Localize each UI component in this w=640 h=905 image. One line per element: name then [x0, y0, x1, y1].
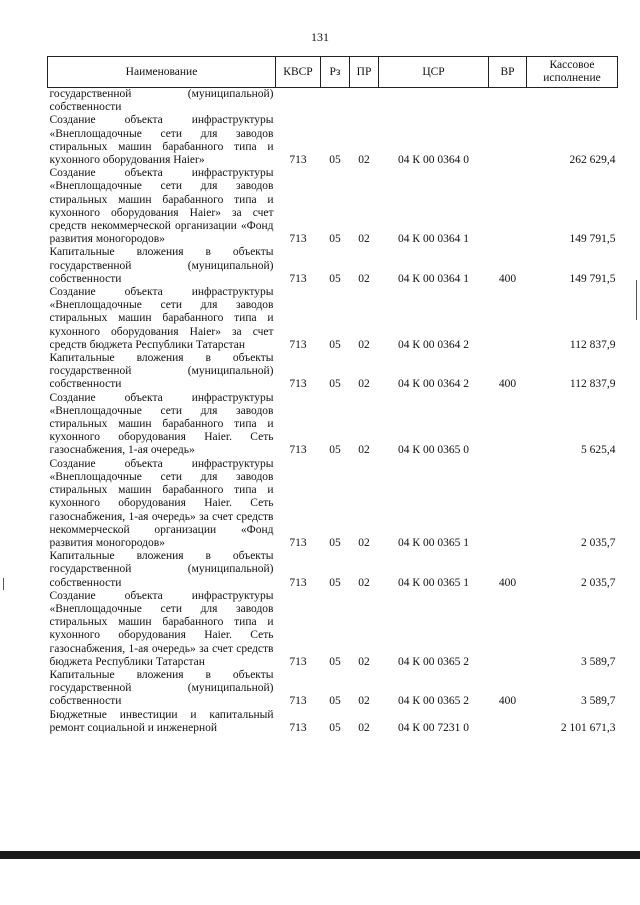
row-amount: 149 791,5: [569, 233, 616, 246]
row-kvsr: 713: [289, 721, 307, 734]
row-vr: [489, 458, 527, 550]
row-amount: 2 035,7: [581, 536, 616, 549]
row-vr: 400: [498, 695, 517, 708]
row-name: Капитальные вложения в объекты государственной (муниципальной) собственности: [49, 550, 274, 589]
row-rz: 05: [329, 338, 341, 351]
row-rz: 05: [329, 154, 341, 167]
row-pr: 02: [358, 154, 370, 167]
row-vr: [489, 114, 527, 167]
row-vr: [489, 709, 527, 735]
row-csr: 04 К 00 0364 1: [398, 272, 469, 285]
row-csr: 04 К 00 0364 2: [398, 378, 469, 391]
row-kvsr: 713: [289, 272, 307, 285]
scan-edge-mark: [636, 280, 637, 320]
budget-table: [47, 56, 618, 735]
row-csr: 04 К 00 0364 0: [398, 154, 469, 167]
row-kvsr: 713: [289, 695, 307, 708]
row-amount: 262 629,4: [569, 154, 616, 167]
row-pr: 02: [358, 576, 370, 589]
header-rz: Рз: [321, 57, 350, 88]
row-pr: [350, 88, 379, 115]
table-row: [48, 590, 618, 669]
row-pr: 02: [358, 233, 370, 246]
row-rz: 05: [329, 721, 341, 734]
row-name: Создание объекта инфраструктуры «Внеплощадочные сети для заводов стиральных машин барабанного типа и кухонного оборудования Haier. Сеть газоснабжения, 1-ая очередь» за счет средств бюджета Республики Татарстан: [49, 589, 274, 668]
row-vr: 400: [498, 576, 517, 589]
row-csr: 04 К 00 0365 1: [398, 536, 469, 549]
row-csr: 04 К 00 0365 0: [398, 444, 469, 457]
row-name: Создание объекта инфраструктуры «Внеплощадочные сети для заводов стиральных машин барабанного типа и кухонного оборудования Haier. Сеть газоснабжения, 1-ая очередь» за счет средств некоммерческой организации «Фонд развития моногородов»: [49, 457, 274, 549]
table-row: [48, 709, 618, 735]
table-row: [48, 246, 618, 286]
row-name: Бюджетные инвестиции и капитальный ремонт социальной и инженерной: [49, 708, 274, 734]
header-vr: ВР: [489, 57, 527, 88]
table-row: [48, 352, 618, 392]
table-row: [48, 167, 618, 246]
row-amount: 2 035,7: [581, 576, 616, 589]
row-csr: 04 К 00 7231 0: [398, 721, 469, 734]
table-row: [48, 550, 618, 590]
row-kvsr: 713: [289, 655, 307, 668]
row-rz: 05: [329, 272, 341, 285]
row-rz: [321, 88, 350, 115]
row-amount: 2 101 671,3: [560, 721, 616, 734]
row-kvsr: 713: [289, 154, 307, 167]
row-pr: 02: [358, 721, 370, 734]
row-name: Создание объекта инфраструктуры «Внеплощадочные сети для заводов стиральных машин барабанного типа и кухонного оборудования Haier. Сеть газоснабжения, 1-ая очередь»: [49, 391, 274, 457]
row-amount: 112 837,9: [569, 338, 616, 351]
row-name: Капитальные вложения в объекты государственной (муниципальной) собственности: [49, 246, 274, 285]
table-row: [48, 669, 618, 709]
row-vr: [489, 286, 527, 352]
row-amount: 149 791,5: [569, 272, 616, 285]
row-name: Создание объекта инфраструктуры «Внеплощадочные сети для заводов стиральных машин барабанного типа и кухонного оборудования Haier» за счет средств бюджета Республики Татарстан: [49, 286, 274, 351]
scan-bottom-border: [0, 851, 640, 859]
table-header-row: [48, 57, 618, 88]
row-csr: 04 К 00 0365 2: [398, 655, 469, 668]
page-number: 131: [311, 30, 329, 44]
row-pr: 02: [358, 536, 370, 549]
row-vr: [489, 392, 527, 458]
table-row: [48, 88, 618, 115]
row-amount: 5 625,4: [581, 444, 616, 457]
header-kvsr: КВСР: [276, 57, 321, 88]
row-rz: 05: [329, 378, 341, 391]
row-csr: 04 К 00 0364 1: [398, 233, 469, 246]
row-name: государственной (муниципальной) собственности: [49, 88, 274, 114]
row-pr: 02: [358, 378, 370, 391]
scan-edge-mark: [3, 578, 4, 590]
table-row: [48, 114, 618, 167]
row-pr: 02: [358, 272, 370, 285]
row-kvsr: 713: [289, 536, 307, 549]
row-kvsr: [276, 88, 321, 115]
row-csr: 04 К 00 0365 1: [398, 576, 469, 589]
row-kvsr: 713: [289, 378, 307, 391]
table-row: [48, 458, 618, 550]
row-csr: [379, 88, 489, 115]
row-rz: 05: [329, 655, 341, 668]
row-csr: 04 К 00 0364 2: [398, 338, 469, 351]
row-vr: 400: [498, 272, 517, 285]
row-rz: 05: [329, 233, 341, 246]
row-rz: 05: [329, 536, 341, 549]
row-name: Создание объекта инфраструктуры «Внеплощадочные сети для заводов стиральных машин барабанного типа и кухонного оборудования Haier»: [49, 114, 274, 167]
row-amount: 112 837,9: [569, 378, 616, 391]
row-kvsr: 713: [289, 233, 307, 246]
row-vr: [489, 88, 527, 115]
row-kvsr: 713: [289, 444, 307, 457]
row-kvsr: 713: [289, 576, 307, 589]
row-kvsr: 713: [289, 338, 307, 351]
row-csr: 04 К 00 0365 2: [398, 695, 469, 708]
header-name: Наименование: [48, 57, 276, 88]
row-rz: 05: [329, 444, 341, 457]
row-amount: [527, 88, 618, 115]
row-vr: 400: [498, 378, 517, 391]
row-pr: 02: [358, 695, 370, 708]
row-amount: 3 589,7: [581, 655, 616, 668]
row-rz: 05: [329, 576, 341, 589]
row-vr: [489, 167, 527, 246]
row-pr: 02: [358, 444, 370, 457]
row-pr: 02: [358, 655, 370, 668]
row-amount: 3 589,7: [581, 695, 616, 708]
row-rz: 05: [329, 695, 341, 708]
row-pr: 02: [358, 338, 370, 351]
table-row: [48, 286, 618, 352]
header-csr: ЦСР: [379, 57, 489, 88]
row-vr: [489, 590, 527, 669]
row-name: Капитальные вложения в объекты государственной (муниципальной) собственности: [49, 352, 274, 391]
row-name: Капитальные вложения в объекты государственной (муниципальной) собственности: [49, 668, 274, 708]
header-pr: ПР: [350, 57, 379, 88]
row-name: Создание объекта инфраструктуры «Внеплощадочные сети для заводов стиральных машин барабанного типа и кухонного оборудования Haier» за счет средств некоммерческой организации «Фонд развития моногородов»: [49, 167, 274, 246]
header-amount: Кассовое исполнение: [527, 57, 618, 88]
table-row: [48, 392, 618, 458]
